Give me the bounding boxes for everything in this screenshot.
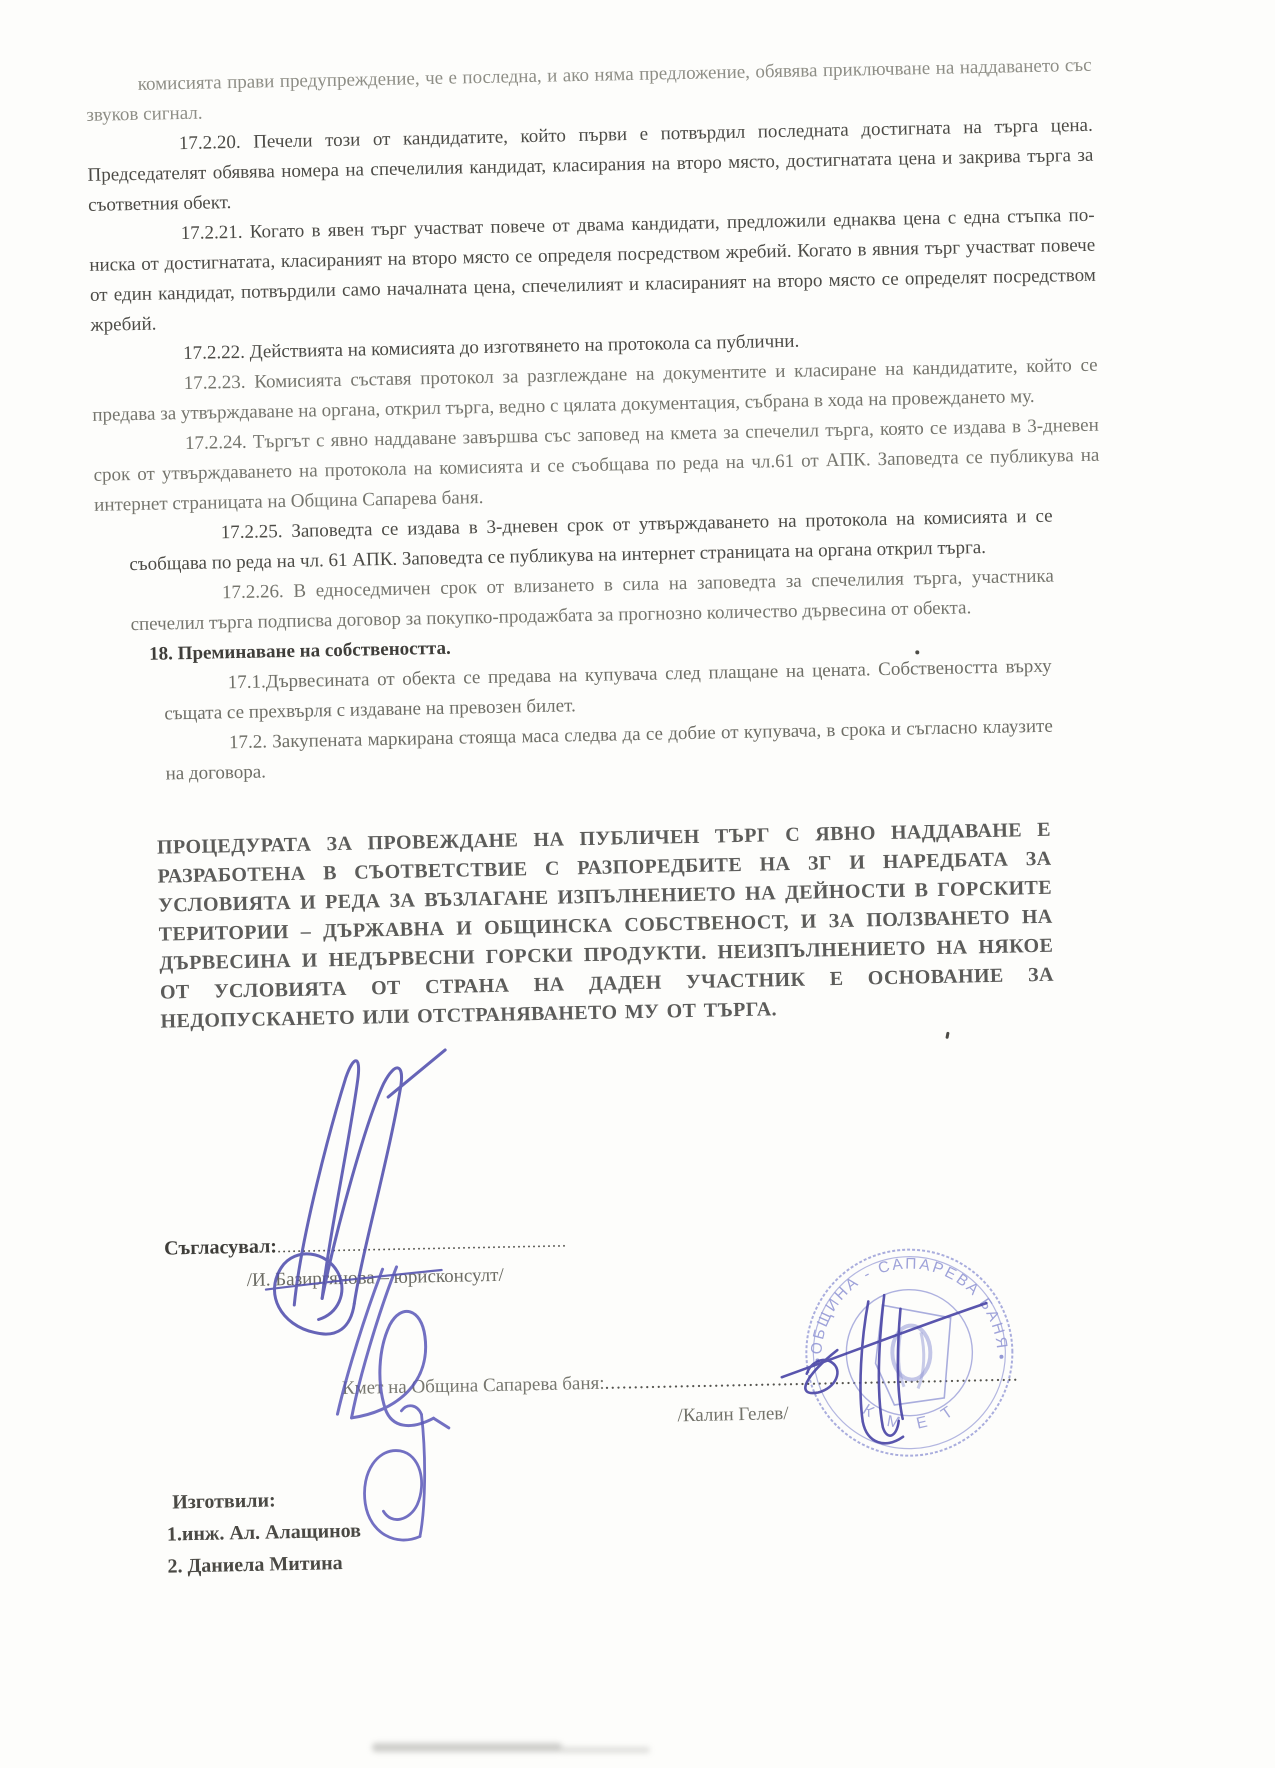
agreed-line (164, 1230, 567, 1261)
mayor-name: /Калин Гелев/ (677, 1403, 789, 1427)
stamp-ring-text: ОБЩИНА - САПАРЕВА БАНЯ (808, 1255, 1011, 1356)
paragraph-17-2-20: 17.2.20. Печели този от кандидатите, който първи е потвърдил последната достигната на търга цена. Председателят обявява номера на спечелилия кандидат, класирания на второ място, достигнатата цена и закрива търга за съответния обект. (87, 114, 1094, 216)
paragraph-17-2: 17.2. Закупената маркирана стояща маса следва да се добие от купувача, в срока и съгласно клаузите на договора. (165, 715, 1054, 785)
svg-text:ОБЩИНА - САПАРЕВА БАНЯ (806, 1253, 1010, 1355)
prepared-name-2: 2. Даниела Митина (167, 1552, 343, 1578)
paragraph-continuation: комисията прави предупреждение, че е последна, и ако няма предложение, обявява приключване на наддаването със звуков сигнал. (86, 54, 1092, 126)
paragraph-17-2-23: 17.2.23. Комисията съставя протокол за разглеждане на документите и класиране на кандидатите, който се предава за утвърждаване на органа, открил търга, ведно с цялата документация, събрана в хода на провеждането му. (92, 354, 1098, 426)
paragraph-17-1: 17.1.Дървесината от обекта се предава на купувача след плащане на цената. Собствеността върху същата се прехвърля с издаване на превозен билет. (164, 655, 1052, 725)
signature-legal-advisor (237, 1033, 483, 1338)
paragraph-17-2-22: 17.2.22. Действията на комисията до изготвянето на протокола са публични. (182, 330, 800, 365)
scan-shadow (560, 1747, 650, 1753)
agreed-dotted-line: .......................................................... (276, 1233, 568, 1257)
scan-shadow (372, 1743, 562, 1752)
paragraph-17-2-24: 17.2.24. Търгът с явно наддаване завършва със заповед на кмета за спечелил търга, която се издава в 3-дневен срок от утвърждаването на протокола на комисията и се съобщава по реда на чл.61 от АПК. Заповедта се публикува на интернет страницата на Община Сапарева баня. (93, 414, 1100, 516)
stamp-bottom-text: К М Е Т (859, 1399, 962, 1434)
official-stamp (795, 1238, 1023, 1466)
scan-speck (945, 1032, 949, 1039)
paragraph-17-2-26: 17.2.26. В едноседмичен срок от влизането в сила на заповедта за спечелилия търга, участника спечелил търга подписва договор за покупко-продажбата за прогнозно количество дървесина от обекта. (130, 565, 1055, 636)
mayor-dotted-line: ........................................................................ (604, 1364, 1019, 1394)
procedure-statement: ПРОЦЕДУРАТА ЗА ПРОВЕЖДАНЕ НА ПУБЛИЧЕН ТЪРГ С ЯВНО НАДДАВАНЕ Е РАЗРАБОТЕНА В СЪОТВЕТСТВИЕ С РАЗПОРЕДБИТЕ НА ЗГ И НАРЕДБАТА ЗА УСЛОВИЯТА И РЕДА ЗА ВЪЗЛАГАНЕ ИЗПЪЛНЕНИЕТО НА ДЕЙНОСТИ В ГОРСКИТЕ ТЕРИТОРИИ – ДЪРЖАВНА И ОБЩИНСКА СОБСТВЕНОСТ, И ЗА ПОЛЗВАНЕТО НА ДЪРВЕСИНА И НЕДЪРВЕСНИ ГОРСКИ ПРОДУКТИ. НЕИЗПЪЛНЕНИЕТО НА НЯКОЕ ОТ УСЛОВИЯТА ОТ СТРАНА НА ДАДЕН УЧАСТНИК Е ОСНОВАНИЕ ЗА НЕДОПУСКАНЕТО ИЛИ ОТСТРАНЯВАНЕТО МУ ОТ ТЪРГА. (156, 818, 1055, 1033)
agreed-name: /И. Базиргянова – юрисконсулт/ (246, 1264, 504, 1291)
section-18-heading: 18. Преминаване на собствеността. (148, 637, 451, 665)
mayor-label: Кмет на Община Сапарева баня: (341, 1372, 605, 1400)
document-body (85, 51, 1110, 1038)
prepared-name-1: 1.инж. Ал. Алащинов (166, 1519, 362, 1546)
scan-speck (915, 650, 919, 654)
paragraph-17-2-25: 17.2.25. Заповедта се издава в 3-дневен срок от утвърждаването на протокола на комисията и се съобщава по реда на чл. 61 АПК. Заповедта се публикува на интернет страницата на органа открил търга. (129, 505, 1053, 576)
paragraph-17-2-21: 17.2.21. Когато в явен търг участват повече от двама кандидати, предложили еднаква цена с една стъпка по-ниска от достигнатата, класираният на второ място се определя посредством жребий. Когато в явния търг участват повече от един кандидат, потвърдили само началната цена, спечелилият и класираният на второ място се определят посредством жребий. (89, 204, 1096, 336)
agreed-label: Съгласувал: (163, 1235, 278, 1260)
prepared-label: Изготвили: (171, 1489, 276, 1514)
